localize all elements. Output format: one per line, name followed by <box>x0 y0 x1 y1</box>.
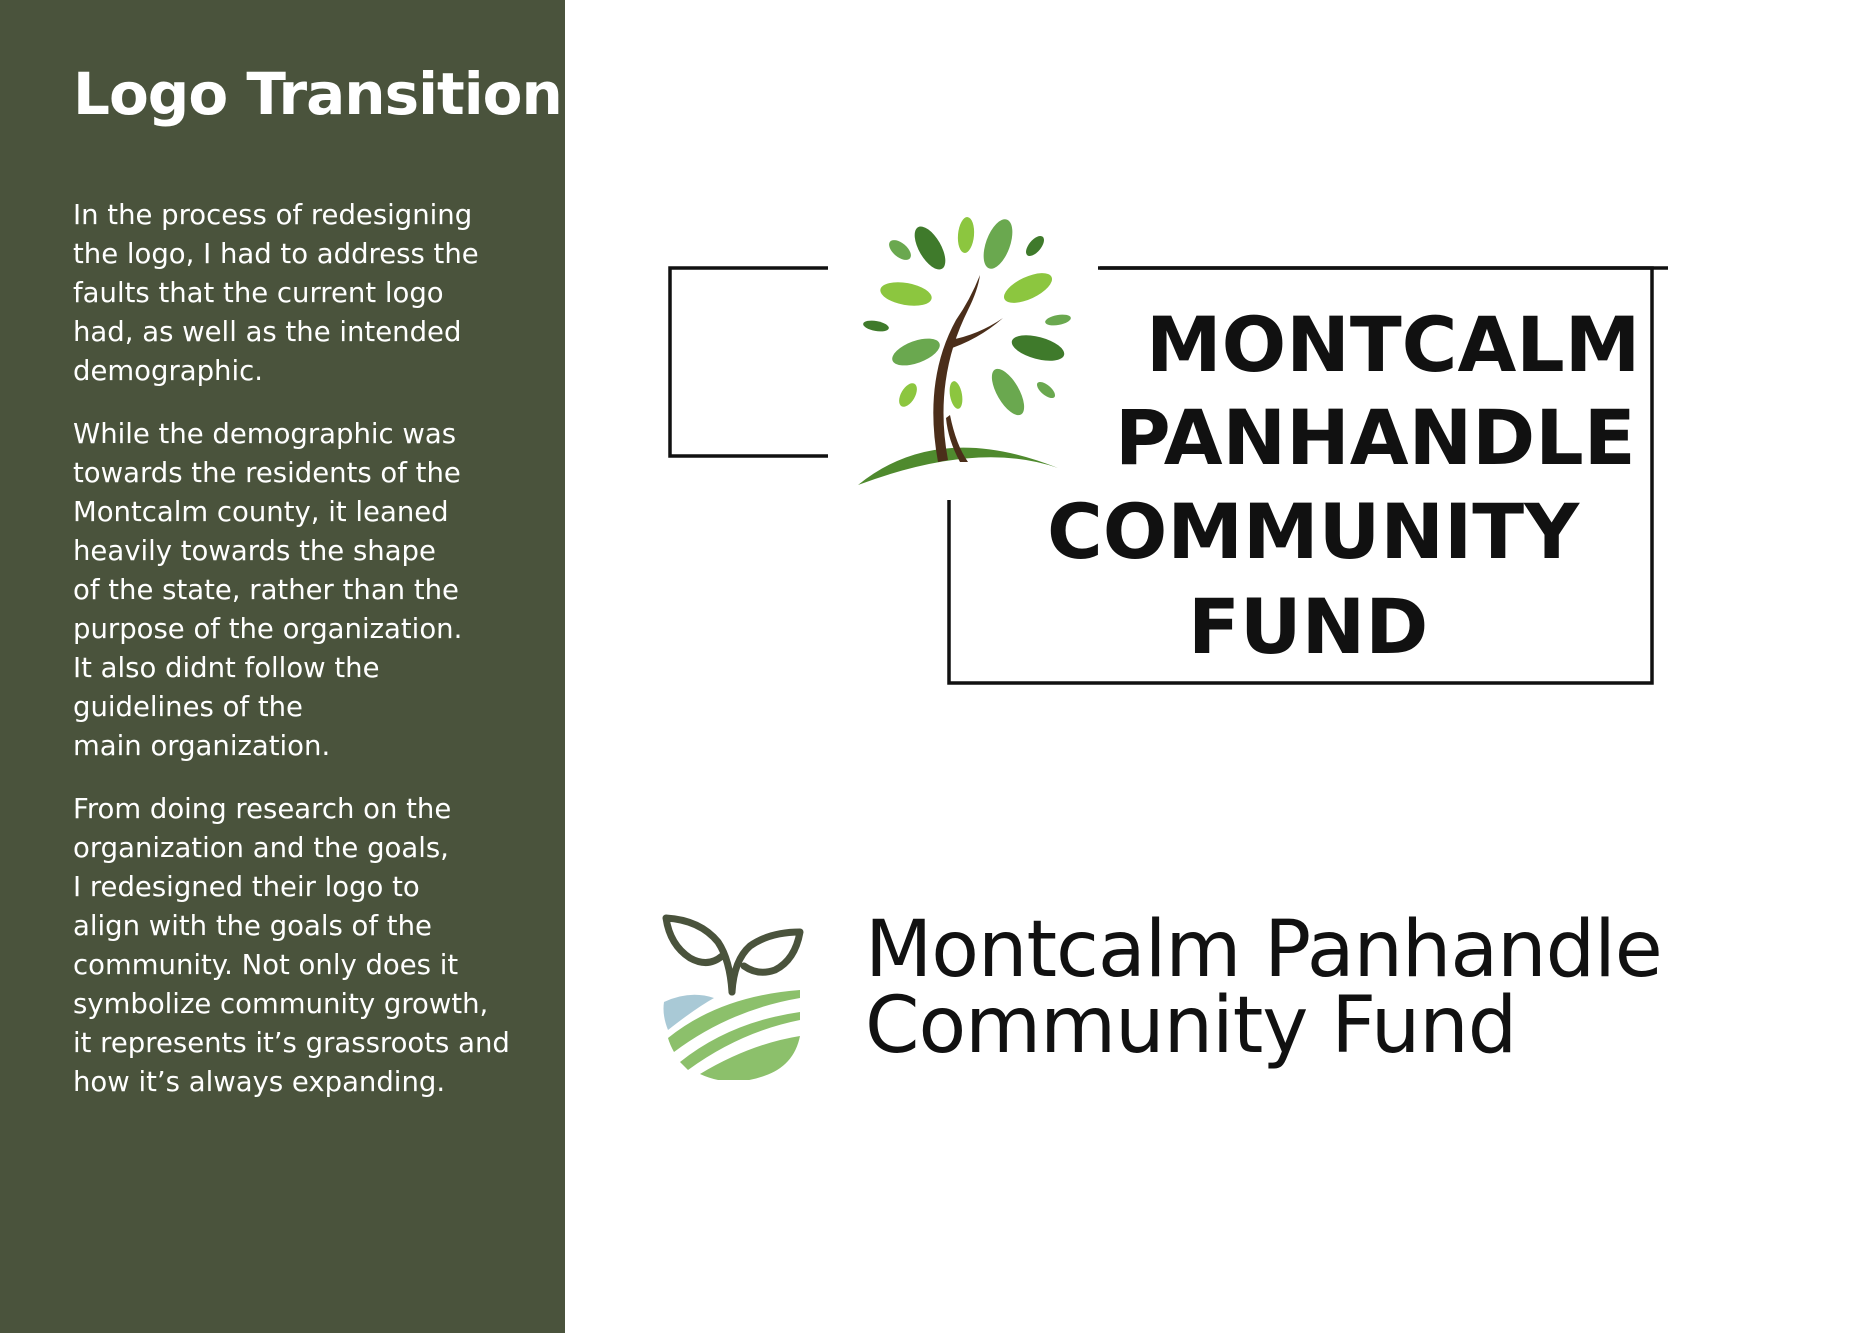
tree-icon <box>828 200 1088 500</box>
old-logo <box>668 200 1668 700</box>
text-line: the logo, I had to address the <box>73 238 479 270</box>
text-line: While the demographic was <box>73 418 457 450</box>
text-line: In the process of redesigning <box>73 199 473 231</box>
text-line: it represents it’s grassroots and <box>73 1027 510 1059</box>
new-logo-line-2: Community Fund <box>865 981 1517 1071</box>
paragraph-3 <box>73 790 543 1102</box>
new-logo <box>660 890 1760 1100</box>
new-logo-line-1: Montcalm Panhandle <box>865 905 1662 995</box>
text-line: From doing research on the <box>73 793 452 825</box>
text-line: align with the goals of the <box>73 910 432 942</box>
text-line: guidelines of the <box>73 691 303 723</box>
text-line: main organization. <box>73 730 331 762</box>
paragraph-2 <box>73 415 543 766</box>
text-line: organization and the goals, <box>73 832 449 864</box>
side-panel <box>0 0 565 1333</box>
new-logo-wordmark <box>865 905 1662 1071</box>
body-copy <box>73 196 543 1126</box>
page-title: Logo Transition <box>73 60 562 128</box>
old-logo-line-3: COMMUNITY <box>1047 487 1580 576</box>
text-line: Montcalm county, it leaned <box>73 496 449 528</box>
old-logo-line-2: PANHANDLE <box>1115 393 1636 482</box>
text-line: how it’s always expanding. <box>73 1066 446 1098</box>
text-line: of the state, rather than the <box>73 574 459 606</box>
text-line: symbolize community growth, <box>73 988 489 1020</box>
text-line: heavily towards the shape <box>73 535 436 567</box>
text-line: faults that the current logo <box>73 277 444 309</box>
sprout-fields-icon <box>660 890 820 1080</box>
paragraph-1 <box>73 196 543 391</box>
text-line: I redesigned their logo to <box>73 871 420 903</box>
text-line: It also didnt follow the <box>73 652 380 684</box>
text-line: demographic. <box>73 355 263 387</box>
old-logo-line-1: MONTCALM <box>1146 300 1641 389</box>
old-logo-line-4: FUND <box>1188 582 1429 671</box>
text-line: towards the residents of the <box>73 457 461 489</box>
text-line: purpose of the organization. <box>73 613 463 645</box>
text-line: community. Not only does it <box>73 949 459 981</box>
text-line: had, as well as the intended <box>73 316 462 348</box>
